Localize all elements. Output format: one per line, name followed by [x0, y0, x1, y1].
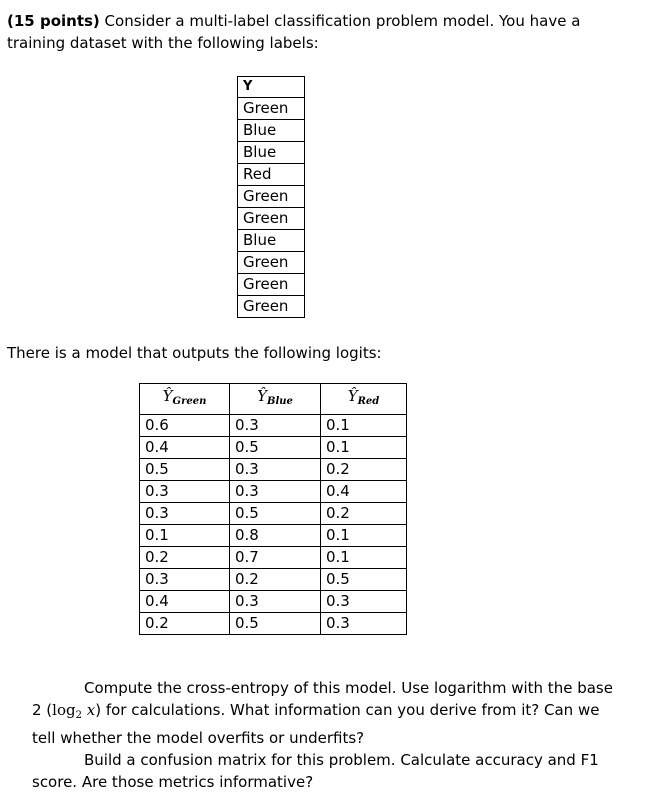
logit-cell: 0.8	[230, 525, 321, 547]
label-cell: Blue	[238, 230, 305, 252]
label-cell: Green	[238, 208, 305, 230]
table-row	[140, 613, 407, 635]
logit-cell: 0.2	[140, 547, 230, 569]
table-row	[238, 98, 305, 120]
table-row	[238, 186, 305, 208]
table-row	[140, 591, 407, 613]
table-row	[238, 142, 305, 164]
table-row	[140, 503, 407, 525]
logits-header-row	[140, 384, 407, 415]
table-row	[238, 120, 305, 142]
problem-intro	[7, 10, 627, 54]
logit-cell: 0.3	[140, 481, 230, 503]
logit-cell: 0.3	[140, 503, 230, 525]
logit-cell: 0.1	[321, 525, 407, 547]
table-row	[140, 547, 407, 569]
table-row	[238, 296, 305, 318]
logit-cell: 0.1	[321, 547, 407, 569]
logits-intro: There is a model that outputs the following logits:	[7, 344, 382, 362]
labels-header: Y	[238, 77, 305, 98]
logit-cell: 0.3	[230, 591, 321, 613]
logits-header-blue: $Ŷ_{Blue}$	[230, 384, 321, 415]
logit-cell: 0.3	[321, 591, 407, 613]
logit-cell: 0.1	[140, 525, 230, 547]
label-cell: Green	[238, 274, 305, 296]
table-row	[140, 525, 407, 547]
table-row	[140, 415, 407, 437]
label-cell: Blue	[238, 120, 305, 142]
logit-cell: 0.5	[230, 613, 321, 635]
table-row	[140, 437, 407, 459]
label-cell: Green	[238, 186, 305, 208]
logit-cell: 0.4	[321, 481, 407, 503]
logit-cell: 0.4	[140, 437, 230, 459]
intro-text: Consider a multi-label classification problem model. You have a training dataset with the following labels:	[7, 12, 581, 52]
question-confusion-matrix: Build a confusion matrix for this problem. Calculate accuracy and F1 score. Are those metrics informative?	[32, 751, 599, 791]
question-cross-entropy: Compute the cross-entropy of this model. Use logarithm with the base 2 ($\log_2$ x) for calculations. What information can you derive from it? Can we tell whether the model overfits or underfits?	[32, 679, 613, 747]
table-row	[238, 252, 305, 274]
logit-cell: 0.2	[140, 613, 230, 635]
label-cell: Red	[238, 164, 305, 186]
table-row	[140, 481, 407, 503]
logit-cell: 0.1	[321, 415, 407, 437]
points-label: (15 points)	[7, 12, 100, 30]
logit-cell: 0.3	[230, 459, 321, 481]
label-cell: Green	[238, 252, 305, 274]
table-row	[140, 459, 407, 481]
logit-cell: 0.5	[230, 437, 321, 459]
label-cell: Green	[238, 296, 305, 318]
table-row	[238, 164, 305, 186]
logit-cell: 0.3	[230, 481, 321, 503]
logit-cell: 0.3	[230, 415, 321, 437]
logit-cell: 0.5	[321, 569, 407, 591]
logit-cell: 0.3	[321, 613, 407, 635]
logit-cell: 0.1	[321, 437, 407, 459]
logit-cell: 0.5	[140, 459, 230, 481]
label-cell: Blue	[238, 142, 305, 164]
logit-cell: 0.2	[321, 459, 407, 481]
table-row	[238, 208, 305, 230]
logit-cell: 0.4	[140, 591, 230, 613]
logit-cell: 0.6	[140, 415, 230, 437]
label-cell: Green	[238, 98, 305, 120]
logits-header-green: $Ŷ_{Green}$	[140, 384, 230, 415]
logit-cell: 0.7	[230, 547, 321, 569]
table-row	[238, 274, 305, 296]
question-block	[32, 677, 622, 793]
logits-header-red: $Ŷ_{Red}$	[321, 384, 407, 415]
logit-cell: 0.5	[230, 503, 321, 525]
table-row	[238, 230, 305, 252]
logit-cell: 0.2	[230, 569, 321, 591]
table-row	[140, 569, 407, 591]
logits-table	[139, 383, 407, 635]
logit-cell: 0.2	[321, 503, 407, 525]
logit-cell: 0.3	[140, 569, 230, 591]
labels-table	[237, 76, 305, 318]
